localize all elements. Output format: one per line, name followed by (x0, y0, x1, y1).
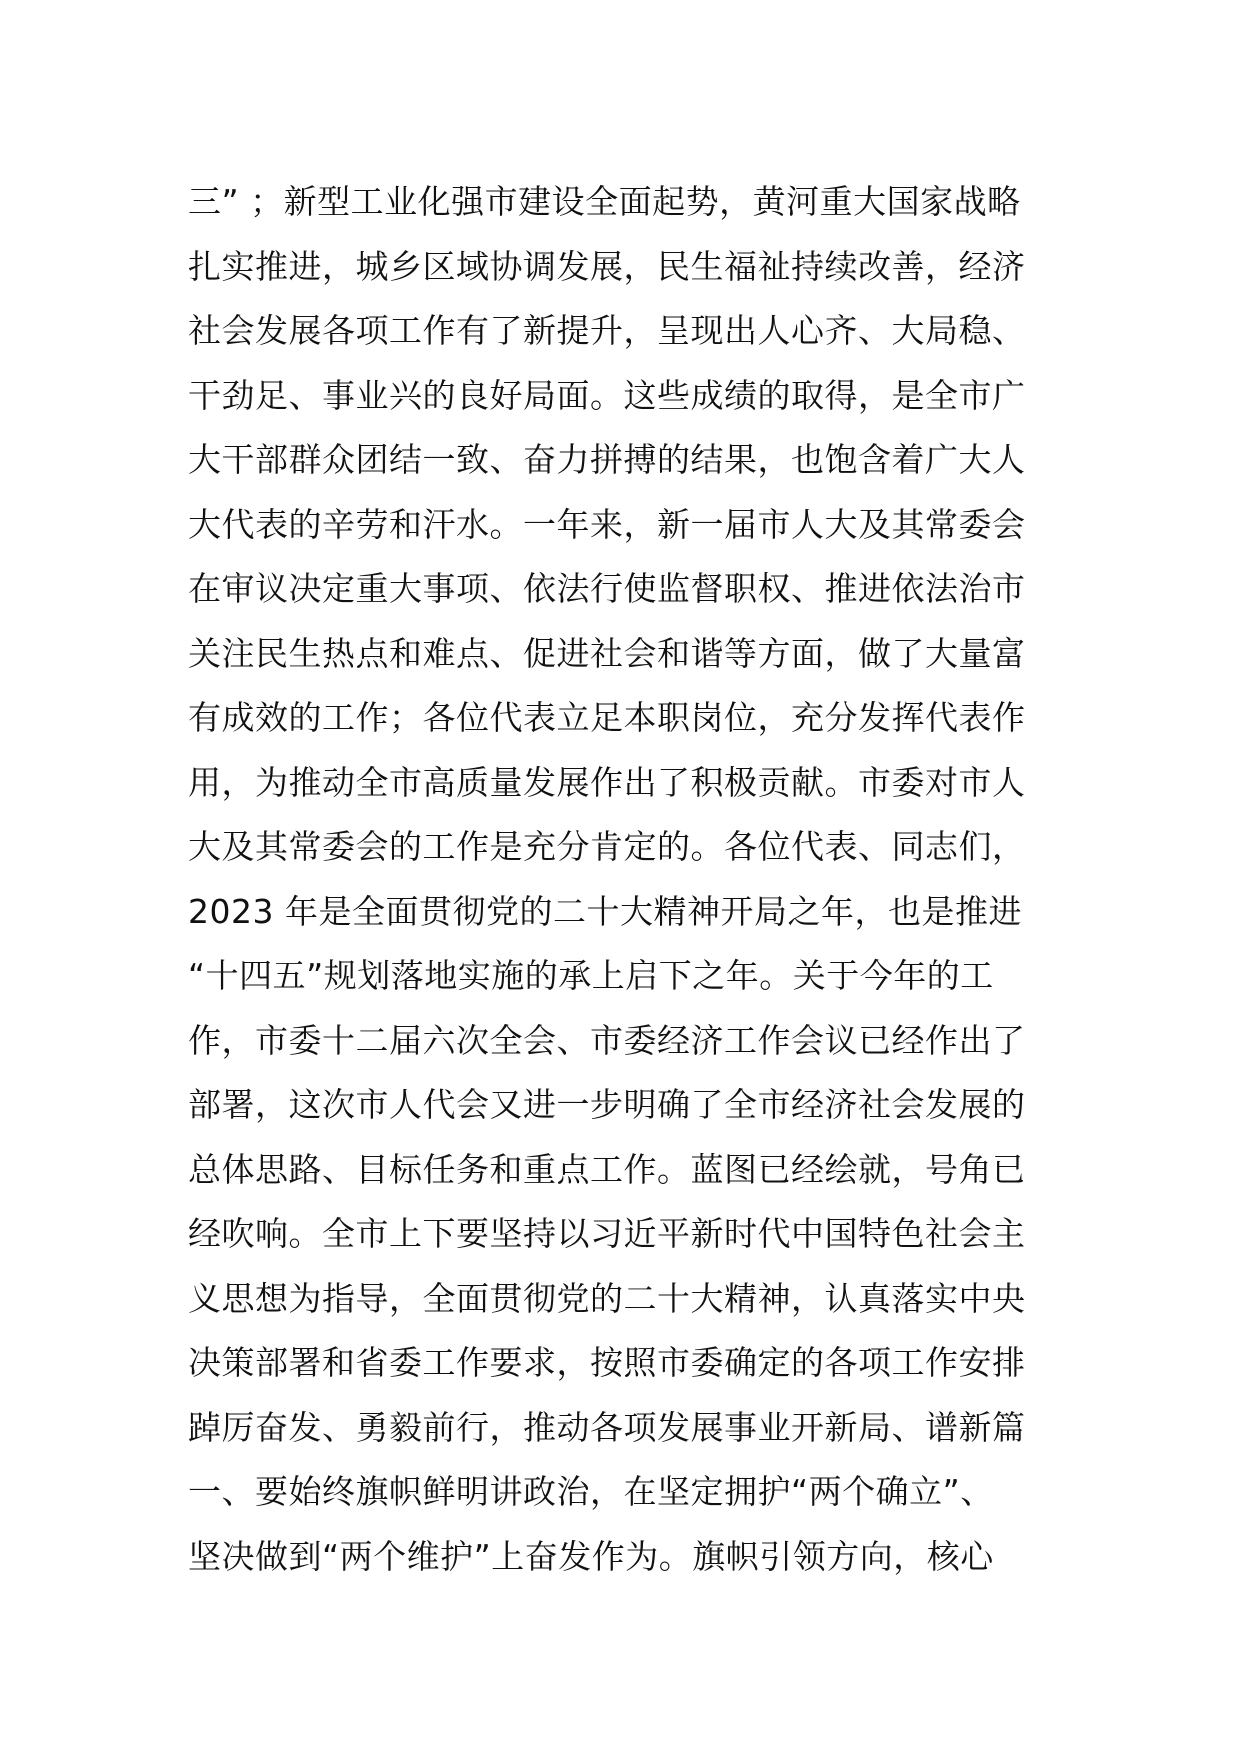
text-line: 作，市委十二届六次全会、市委经济工作会议已经作出了 (188, 1020, 1026, 1060)
text-line: 关注民生热点和难点、促进社会和谐等方面，做了大量富 (188, 633, 1026, 673)
text-line: 经吹响。全市上下要坚持以习近平新时代中国特色社会主 (188, 1214, 1026, 1253)
text-line: 社会发展各项工作有了新提升，呈现出人心齐、大局稳、 (188, 311, 1026, 350)
text-line: 有成效的工作；各位代表立足本职岗位，充分发挥代表作 (188, 698, 1026, 737)
body-text (188, 170, 1088, 1589)
text-line: 踔厉奋发、勇毅前行，推动各项发展事业开新局、谱新篇 (188, 1407, 1026, 1447)
text-line: 决策部署和省委工作要求，按照市委确定的各项工作安排 (188, 1343, 1026, 1382)
text-line: “十四五”规划落地实施的承上启下之年。关于今年的工 (188, 956, 994, 995)
text-line: 用，为推动全市高质量发展作出了积极贡献。市委对市人 (188, 762, 1026, 802)
text-line: 一、要始终旗帜鲜明讲政治，在坚定拥护“两个确立”、 (188, 1472, 994, 1511)
text-line: 干劲足、事业兴的良好局面。这些成绩的取得，是全市广 (188, 375, 1026, 415)
text-line: 坚决做到“两个维护”上奋发作为。旗帜引领方向，核心 (188, 1536, 994, 1576)
text-line: 总体思路、目标任务和重点工作。蓝图已经绘就，号角已 (188, 1149, 1026, 1189)
text-line: 大及其常委会的工作是充分肯定的。各位代表、同志们， (188, 827, 1026, 866)
text-line: 部署，这次市人代会又进一步明确了全市经济社会发展的 (188, 1085, 1026, 1124)
text-line: 义思想为指导，全面贯彻党的二十大精神，认真落实中央 (188, 1278, 1026, 1318)
text-line: 大干部群众团结一致、奋力拼搏的结果，也饱含着广大人 (188, 440, 1026, 479)
text-line: 大代表的辛劳和汗水。一年来，新一届市人大及其常委会 (188, 504, 1026, 544)
text-line: 在审议决定重大事项、依法行使监督职权、推进依法治市 (188, 569, 1026, 608)
text-line: 三” ；新型工业化强市建设全面起势，黄河重大国家战略 (188, 182, 1021, 221)
text-line: 扎实推进，城乡区域协调发展，民生福祉持续改善，经济 (188, 246, 1026, 286)
text-line: 2023 年是全面贯彻党的二十大精神开局之年，也是推进 (188, 891, 1022, 931)
